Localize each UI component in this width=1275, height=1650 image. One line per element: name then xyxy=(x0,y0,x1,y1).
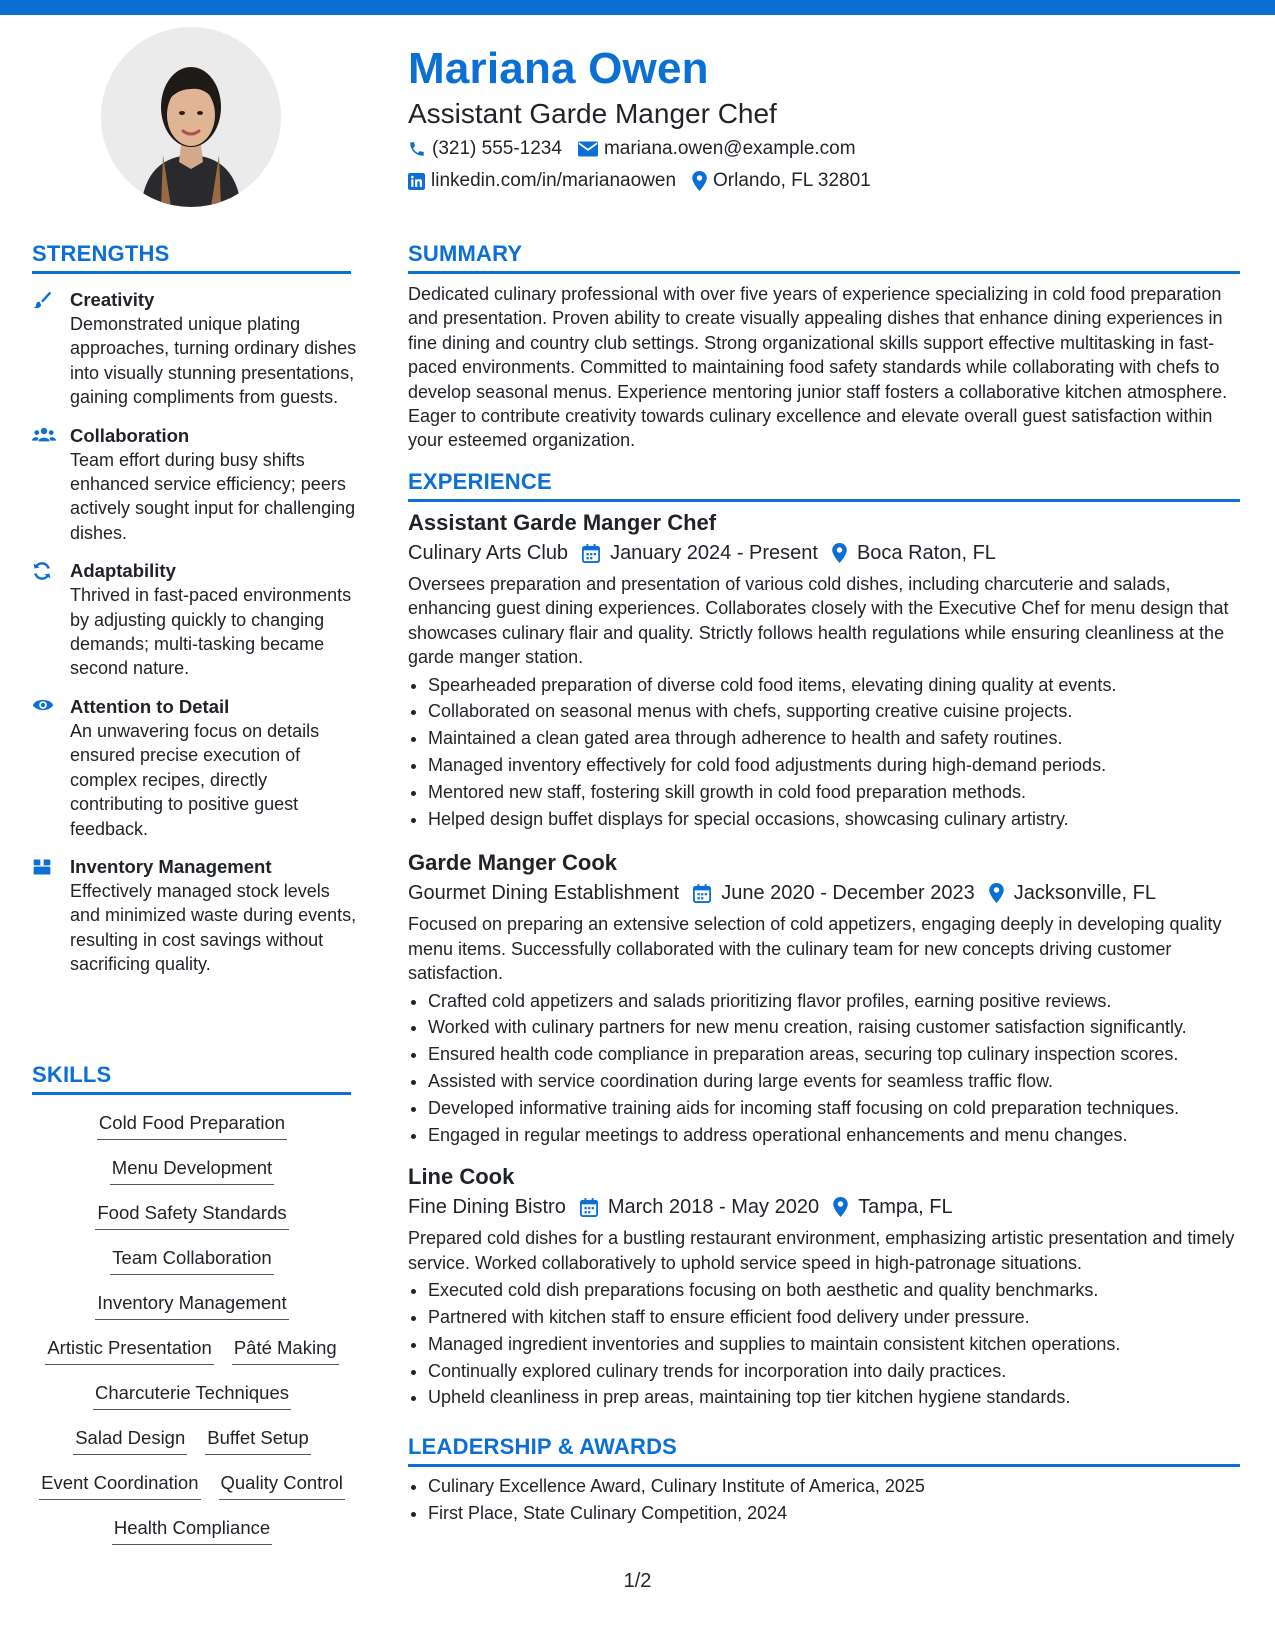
job-description: Prepared cold dishes for a bustling restaurant environment, emphasizing artistic presentation and timely service. Worked collaboratively to uphold service speed in high-patronage situations. xyxy=(408,1228,1235,1273)
job-bullet: • Spearheaded preparation of diverse cold food items, elevating dining quality at events. xyxy=(428,672,1240,699)
skills-list xyxy=(32,1110,352,1560)
job-location xyxy=(989,878,1156,908)
phone-icon xyxy=(408,140,426,158)
location-pin-icon xyxy=(832,543,847,563)
job-entry xyxy=(408,508,1240,832)
skill-row xyxy=(32,1245,352,1290)
strengths-heading: STRENGTHS xyxy=(32,241,351,274)
job-location-text: Jacksonville, FL xyxy=(1013,882,1157,905)
job-dates-text: January 2024 - Present xyxy=(610,542,818,564)
job-description: Focused on preparing an extensive selection of cold appetizers, engaging deeply in developing quality menu items. Successfully collaborated with the culinary team for new concepts driving customer satisfaction. xyxy=(408,914,1222,984)
awards-list xyxy=(408,1473,1240,1527)
experience-heading: EXPERIENCE xyxy=(408,469,1240,502)
linkedin-contact[interactable] xyxy=(408,166,676,196)
job-bullet: • Managed ingredient inventories and supplies to maintain consistent kitchen operations. xyxy=(428,1331,1240,1358)
strength-title: Collaboration xyxy=(70,424,190,446)
summary-heading: SUMMARY xyxy=(408,241,1240,274)
job-description: Oversees preparation and presentation of various cold dishes, including charcuterie and salads, enhancing guest dining experiences. Collaborates closely with the Executive Chef for menu design that showcases culinary flair and quality. Strictly follows health regulations while ensuring cleanliness at the garde manger station. xyxy=(408,574,1229,668)
strength-item xyxy=(32,559,357,681)
location-pin-icon xyxy=(692,171,707,191)
job-entry xyxy=(408,1162,1240,1411)
job-dates-text: June 2020 - December 2023 xyxy=(721,882,975,905)
job-bullets xyxy=(408,988,1240,1149)
skill-tag: Pâté Making xyxy=(232,1335,339,1365)
job-bullet: • Managed inventory effectively for cold food adjustments during high-demand periods. xyxy=(428,752,1240,779)
strength-desc: Demonstrated unique plating approaches, turning ordinary dishes into visually stunning presentations, gaining compliments from guests. xyxy=(70,314,357,408)
phone-text: (321) 555-1234 xyxy=(432,138,562,159)
contact-row-2 xyxy=(408,166,1228,196)
job-bullet: • Helped design buffet displays for special occasions, showcasing culinary artistry. xyxy=(428,806,1240,833)
skill-row xyxy=(32,1110,352,1155)
job-bullet: • Crafted cold appetizers and salads prioritizing flavor profiles, earning positive reviews. xyxy=(428,988,1240,1015)
strength-desc: Effectively managed stock levels and minimized waste during events, resulting in cost savings without sacrificing quality. xyxy=(70,880,357,975)
job-bullet: • Continually explored culinary trends for incorporation into daily practices. xyxy=(428,1358,1240,1385)
skill-row xyxy=(32,1200,352,1245)
email-contact[interactable] xyxy=(578,134,856,164)
job-dates-text: March 2018 - May 2020 xyxy=(607,1196,820,1219)
users-icon xyxy=(32,426,56,444)
strengths-list xyxy=(32,288,357,991)
skill-row xyxy=(32,1335,352,1380)
candidate-name: Mariana Owen xyxy=(408,44,709,93)
contact-row-1 xyxy=(408,134,1228,164)
job-bullet: • Worked with culinary partners for new menu creation, raising customer satisfaction significantly. xyxy=(428,1014,1240,1041)
job-bullet: • Upheld cleanliness in prep areas, maintaining top tier kitchen hygiene standards. xyxy=(428,1384,1240,1411)
job-dates xyxy=(580,1192,819,1222)
job-meta xyxy=(408,1192,1240,1222)
job-location-text: Tampa, FL xyxy=(858,1196,953,1219)
skill-tag: Menu Development xyxy=(110,1155,274,1185)
skill-tag: Salad Design xyxy=(73,1425,187,1455)
location-text: Orlando, FL 32801 xyxy=(713,170,871,191)
job-bullet: • Partnered with kitchen staff to ensure efficient food delivery under pressure. xyxy=(428,1304,1240,1331)
award-item: • First Place, State Culinary Competition, 2024 xyxy=(428,1500,1240,1527)
skill-tag: Cold Food Preparation xyxy=(97,1110,287,1140)
calendar-icon xyxy=(693,884,711,903)
location-contact xyxy=(692,166,871,196)
avatar-image xyxy=(101,27,281,207)
top-accent-bar xyxy=(0,0,1275,15)
envelope-icon xyxy=(578,141,598,157)
strength-title: Adaptability xyxy=(70,560,176,582)
location-pin-icon xyxy=(989,883,1004,903)
phone-contact[interactable] xyxy=(408,134,562,164)
skill-tag: Buffet Setup xyxy=(205,1425,311,1455)
job-meta xyxy=(408,878,1240,908)
strength-title: Attention to Detail xyxy=(70,695,230,717)
strength-desc: An unwavering focus on details ensured precise execution of complex recipes, directly contributing to positive guest feedback. xyxy=(70,720,320,839)
linkedin-text: linkedin.com/in/marianaowen xyxy=(431,170,677,191)
job-bullet: • Assisted with service coordination during large events for seamless traffic flow. xyxy=(428,1068,1240,1095)
skill-row xyxy=(32,1515,352,1560)
job-bullet: • Developed informative training aids for incoming staff focusing on cold preparation techniques. xyxy=(428,1095,1240,1122)
job-bullet: • Mentored new staff, fostering skill growth in cold food preparation methods. xyxy=(428,779,1240,806)
job-company: Culinary Arts Club xyxy=(408,542,569,564)
strength-title: Creativity xyxy=(70,289,155,310)
skill-tag: Inventory Management xyxy=(95,1290,288,1320)
job-dates xyxy=(582,538,818,568)
experience-section xyxy=(408,508,1240,1411)
strength-item xyxy=(32,424,357,546)
job-company: Gourmet Dining Establishment xyxy=(408,882,680,905)
resume-header xyxy=(408,42,1228,196)
job-company: Fine Dining Bistro xyxy=(408,1196,566,1219)
job-location-text: Boca Raton, FL xyxy=(856,542,996,564)
eye-icon xyxy=(32,697,54,713)
page-number: 1/2 xyxy=(623,1570,652,1592)
skill-tag: Team Collaboration xyxy=(110,1245,273,1275)
strength-desc: Thrived in fast-paced environments by adjusting quickly to changing demands; multi-tasking became second nature. xyxy=(70,585,352,679)
skill-tag: Artistic Presentation xyxy=(45,1335,214,1365)
skill-row xyxy=(32,1470,352,1515)
summary-section xyxy=(408,282,1240,453)
job-bullets xyxy=(408,1277,1240,1411)
skill-row xyxy=(32,1380,352,1425)
skill-tag: Food Safety Standards xyxy=(95,1200,288,1230)
skill-row xyxy=(32,1290,352,1335)
job-entry xyxy=(408,848,1240,1148)
skill-tag: Event Coordination xyxy=(39,1470,200,1500)
strength-item xyxy=(32,695,357,841)
summary-text: Dedicated culinary professional with over five years of experience specializing in cold food preparation and presentation. Proven ability to create visually appealing dishes that enhance dining experiences in fine dining and country club settings. Strong organizational skills support effective multitasking in fast-paced environments. Committed to maintaining food safety standards while collaborating with chefs to develop seasonal menus. Experience mentoring junior staff fosters a collaborative kitchen atmosphere. Eager to contribute creativity towards culinary excellence and elevate overall guest satisfaction within your esteemed organization. xyxy=(408,284,1228,451)
profile-photo xyxy=(101,27,281,207)
refresh-icon xyxy=(32,561,52,581)
paintbrush-icon xyxy=(32,290,52,310)
location-pin-icon xyxy=(833,1197,848,1217)
job-location xyxy=(833,1192,952,1222)
candidate-title: Assistant Garde Manger Chef xyxy=(408,98,777,129)
calendar-icon xyxy=(580,1198,598,1217)
awards-section xyxy=(408,1473,1240,1527)
job-bullet: • Maintained a clean gated area through adherence to health and safety routines. xyxy=(428,725,1240,752)
box-icon xyxy=(32,857,52,877)
job-bullet: • Ensured health code compliance in preparation areas, securing top culinary inspection scores. xyxy=(428,1041,1240,1068)
calendar-icon xyxy=(582,544,600,563)
strength-item xyxy=(32,288,357,410)
job-title: Assistant Garde Manger Chef xyxy=(408,510,717,535)
job-bullets xyxy=(408,672,1240,833)
skill-row xyxy=(32,1425,352,1470)
awards-heading: LEADERSHIP & AWARDS xyxy=(408,1434,1240,1467)
job-title: Garde Manger Cook xyxy=(408,850,618,876)
skill-tag: Health Compliance xyxy=(112,1515,272,1545)
strength-desc: Team effort during busy shifts enhanced service efficiency; peers actively sought input for challenging dishes. xyxy=(70,449,356,543)
email-text: mariana.owen@example.com xyxy=(603,138,856,159)
job-location xyxy=(832,538,996,568)
job-dates xyxy=(693,878,975,908)
skill-tag: Charcuterie Techniques xyxy=(93,1380,291,1410)
skills-heading: SKILLS xyxy=(32,1062,351,1095)
job-meta xyxy=(408,538,1240,568)
job-title: Line Cook xyxy=(408,1164,515,1190)
strength-item xyxy=(32,855,357,977)
award-item: • Culinary Excellence Award, Culinary Institute of America, 2025 xyxy=(428,1473,1240,1500)
job-bullet: • Collaborated on seasonal menus with chefs, supporting creative cuisine projects. xyxy=(428,698,1240,725)
skill-tag: Quality Control xyxy=(219,1470,345,1500)
skill-row xyxy=(32,1155,352,1200)
job-bullet: • Engaged in regular meetings to address operational enhancements and menu changes. xyxy=(428,1122,1240,1149)
linkedin-icon xyxy=(408,173,425,190)
strength-title: Inventory Management xyxy=(70,855,272,877)
job-bullet: • Executed cold dish preparations focusing on both aesthetic and quality benchmarks. xyxy=(428,1277,1240,1304)
